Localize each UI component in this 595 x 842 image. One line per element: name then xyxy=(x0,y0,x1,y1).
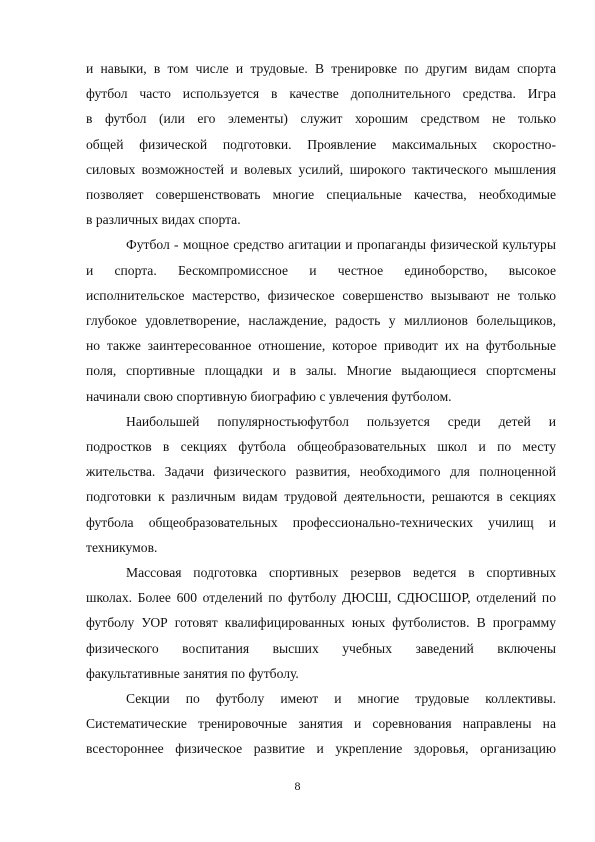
paragraph xyxy=(86,409,556,560)
body-text xyxy=(86,56,556,762)
text-line: Массовая подготовка спортивных резервов ведется в спортивных xyxy=(126,565,556,581)
text-line: подготовки к различным видам трудовой деятельности, решаются в секциях xyxy=(86,489,556,505)
text-line: школах. Более 600 отделений по футболу ДЮСШ, СДЮСШОР, отделений по xyxy=(86,590,556,606)
text-line: Футбол - мощное средство агитации и пропаганды физической культуры xyxy=(126,237,556,253)
text-line: футболу УОР готовят квалифицированных юных футболистов. В программу xyxy=(86,615,556,631)
text-line: футбол часто используется в качестве дополнительного средства. Игра xyxy=(86,86,556,102)
text-line: поля, спортивные площадки и в залы. Многие выдающиеся спортсмены xyxy=(86,363,556,379)
text-line: всестороннее физическое развитие и укрепление здоровья, организацию xyxy=(86,741,556,757)
text-line: в футбол (или его элементы) служит хорошим средством не только xyxy=(86,111,556,127)
text-line: в различных видах спорта. xyxy=(86,212,241,228)
paragraph xyxy=(86,56,556,232)
text-line: позволяет совершенствовать многие специальные качества, необходимые xyxy=(86,187,556,203)
text-line: Секции по футболу имеют и многие трудовые коллективы. xyxy=(126,691,556,707)
text-line: Наибольшей популярностьюфутбол пользуется среди детей и xyxy=(126,413,556,429)
text-line: техникумов. xyxy=(86,539,158,555)
text-line: но также заинтересованное отношение, которое приводит их на футбольные xyxy=(86,338,556,354)
text-line: и навыки, в том числе и трудовые. В тренировке по другим видам спорта xyxy=(86,61,556,76)
text-line: общей физической подготовки. Проявление максимальных скоростно- xyxy=(86,136,556,152)
paragraph xyxy=(86,686,556,762)
paragraph xyxy=(86,560,556,686)
text-line: глубокое удовлетворение, наслаждение, радость у миллионов болельщиков, xyxy=(86,313,556,329)
text-line: Систематические тренировочные занятия и соревнования направлены на xyxy=(86,716,556,732)
text-line: начинали свою спортивную биографию с увлечения футболом. xyxy=(86,388,452,404)
text-line: факультативные занятия по футболу. xyxy=(86,665,299,681)
text-line: силовых возможностей и волевых усилий, широкого тактического мышления xyxy=(86,161,556,177)
text-line: и спорта. Бескомпромиссное и честное единоборство, высокое xyxy=(86,262,556,278)
text-line: футбола общеобразовательных профессионально-технических училищ и xyxy=(86,514,556,530)
text-line: исполнительское мастерство, физическое совершенство вызывают не только xyxy=(86,287,556,303)
text-line: жительства. Задачи физического развития, необходимого для полноценной xyxy=(86,464,556,480)
text-line: физического воспитания высших учебных заведений включены xyxy=(86,640,556,656)
text-line: подростков в секциях футбола общеобразовательных школ и по месту xyxy=(86,439,556,455)
page-number: 8 xyxy=(294,779,301,793)
paragraph xyxy=(86,232,556,408)
